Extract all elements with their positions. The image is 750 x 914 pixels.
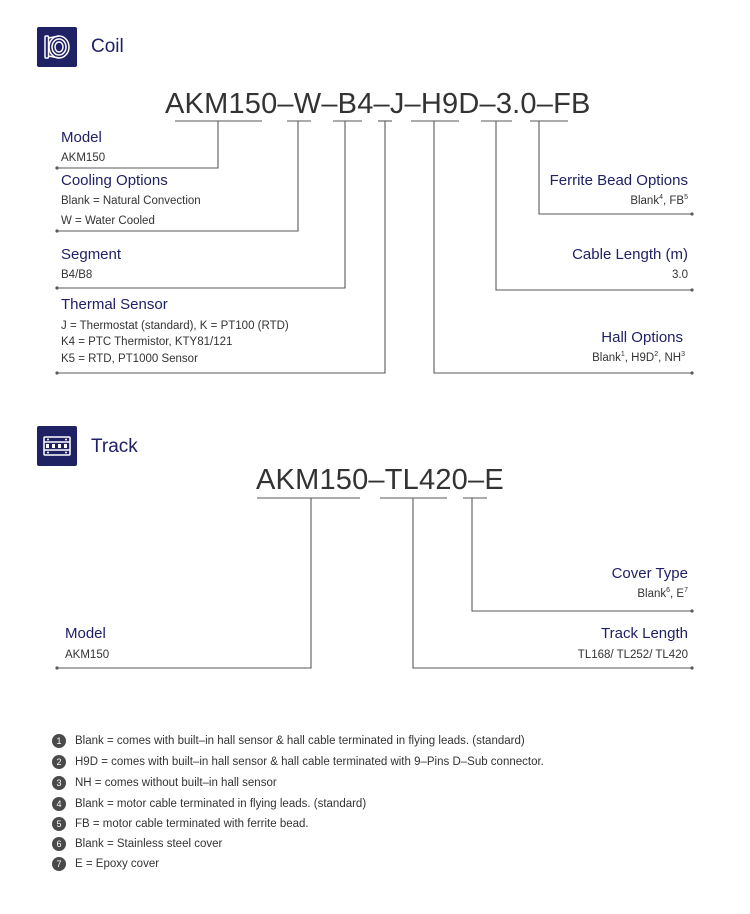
footnote-number-badge: 6 [52,837,66,851]
track-length-label: Track Length [601,625,688,642]
cover-type-label: Cover Type [611,565,688,582]
cooling-options-label: Cooling Options [61,172,168,189]
thermal-sensor-label: Thermal Sensor [61,296,168,313]
footnote-number-badge: 3 [52,776,66,790]
footnote-number-badge: 2 [52,755,66,769]
segment-value: B4/B8 [61,269,93,281]
footnote-text: Blank = motor cable terminated in flying leads. (standard) [75,797,367,810]
track-model-label: Model [65,625,106,642]
track-length-value: TL168/ TL252/ TL420 [577,649,688,661]
hall-options-label: Hall Options [601,329,683,346]
footnote-text: H9D = comes with built–in hall sensor & hall cable terminated with 9–Pins D–Sub connector. [75,755,544,768]
coil-section-title: Coil [91,36,124,57]
track-section-title: Track [91,436,138,457]
footnote-item [52,814,544,834]
footnote-item [52,834,544,854]
footnote-number-badge: 4 [52,797,66,811]
cooling-option-blank: Blank = Natural Convection [61,195,201,207]
footnote-list [52,730,544,874]
footnote-text: E = Epoxy cover [75,858,160,870]
footnote-item [52,751,544,772]
model-label: Model [61,129,102,146]
ferrite-bead-label: Ferrite Bead Options [549,172,688,189]
thermal-sensor-line-3: K5 = RTD, PT1000 Sensor [61,353,198,365]
footnote-item [52,854,544,874]
track-icon [37,426,77,466]
track-model-value: AKM150 [65,649,110,661]
footnote-text: Blank = comes with built–in hall sensor & hall cable terminated in flying leads. (standard) [75,734,525,747]
cable-length-value: 3.0 [672,269,688,281]
footnote-number-badge: 5 [52,817,66,831]
footnote-text: NH = comes without built–in hall sensor [75,776,277,789]
footnote-number-badge: 7 [52,857,66,871]
cover-type-values: Blank$^6$, $E^7$ [637,587,688,600]
cooling-option-water: W = Water Cooled [61,215,155,227]
hall-options-values: Blank$^1$, $H9D^2$, $NH^3$ [592,351,685,364]
model-value: AKM150 [61,152,106,164]
thermal-sensor-line-1: J = Thermostat (standard), K = PT100 (RTD) [61,320,289,332]
thermal-sensor-line-2: K4 = PTC Thermistor, KTY81/121 [61,336,233,348]
ferrite-bead-values: Blank$^4$, $FB^5$ [630,194,688,207]
coil-part-number: AKM150–W–B4–J–H9D–3.0–FB [165,88,591,120]
footnote-item [52,793,544,814]
segment-label: Segment [61,246,122,263]
footnote-number-badge: 1 [52,734,66,748]
footnote-text: Blank = Stainless steel cover [75,838,223,850]
footnote-item [52,772,544,793]
track-part-number: AKM150–TL420–E [256,464,504,496]
coil-icon [37,27,77,67]
footnote-item [52,730,544,751]
cable-length-label: Cable Length (m) [572,246,688,263]
footnote-text: FB = motor cable terminated with ferrite bead. [75,818,309,830]
